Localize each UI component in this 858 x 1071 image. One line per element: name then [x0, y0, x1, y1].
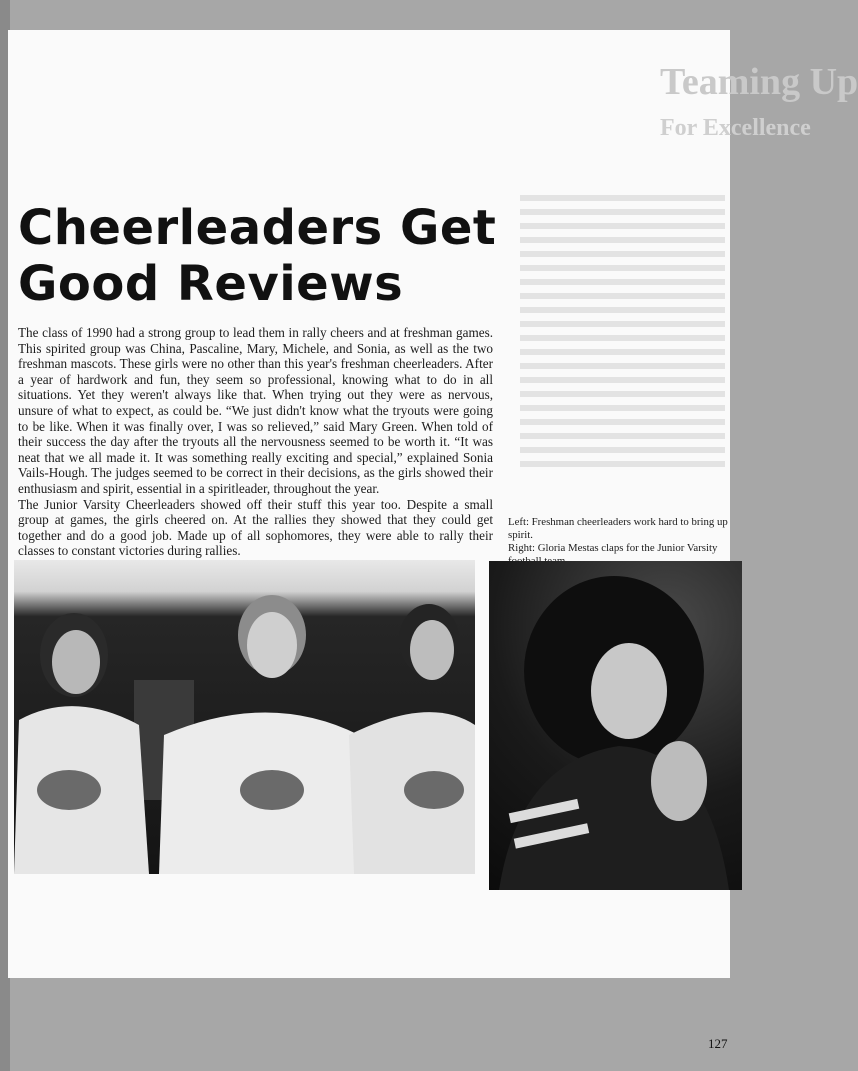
gloria-mestas-photo	[489, 561, 742, 890]
caption-right: Right: Gloria Mestas claps for the Junior Varsity	[508, 542, 718, 554]
bleed-through-subheading: For Excellence	[660, 115, 811, 141]
bleed-through-text	[520, 195, 725, 475]
cheerleaders-illustration	[14, 560, 475, 874]
body-paragraph-1: The class of 1990 had a strong group to lead them in rally cheers and at freshman games. This spirited group was China, Pascaline, Mary, Michele, and Sonia, as well as the two freshman mascots. These girls were no other than this year's freshman cheerleaders. After a year of hardwork and fun, they seem so professional, knowing what to do in all situations. Yet they weren't always like that. When trying out they were as nervous, unsure of what to expect, as could be. “We just didn't know what the tryouts were going to be like. When it was finally over, I was so relieved,” said Mary Green. When told of their success the day after the tryouts all the nervousness seemed to be worth it. “It was neat that we all made it. It was something really exciting and special,” explained Sonia Vails-Hough. The judges seemed to be correct in their decisions, as the girls showed their enthusiasm and spirit, essential in a spiritleader, throughout the year.	[18, 325, 493, 496]
bleed-through-heading: Teaming Up	[660, 61, 858, 103]
title-line-1: Cheerleaders Get	[18, 200, 497, 256]
freshman-cheerleaders-photo	[14, 560, 475, 874]
article-body	[18, 325, 493, 559]
article-title	[18, 200, 538, 312]
clapping-girl-illustration	[489, 561, 742, 890]
page-number: 127	[708, 1036, 728, 1051]
title-line-2: Good Reviews	[18, 256, 404, 312]
caption-left: Left: Freshman cheerleaders work hard to bring up spirit.	[508, 516, 728, 541]
body-paragraph-2: The Junior Varsity Cheerleaders showed off their stuff this year too. Despite a small group at games, the girls cheered on. At the rallies they showed that they could get together and do a good job. Made up of all sophomores, they were able to rally their classes to constant victories during rallies.	[18, 496, 493, 559]
